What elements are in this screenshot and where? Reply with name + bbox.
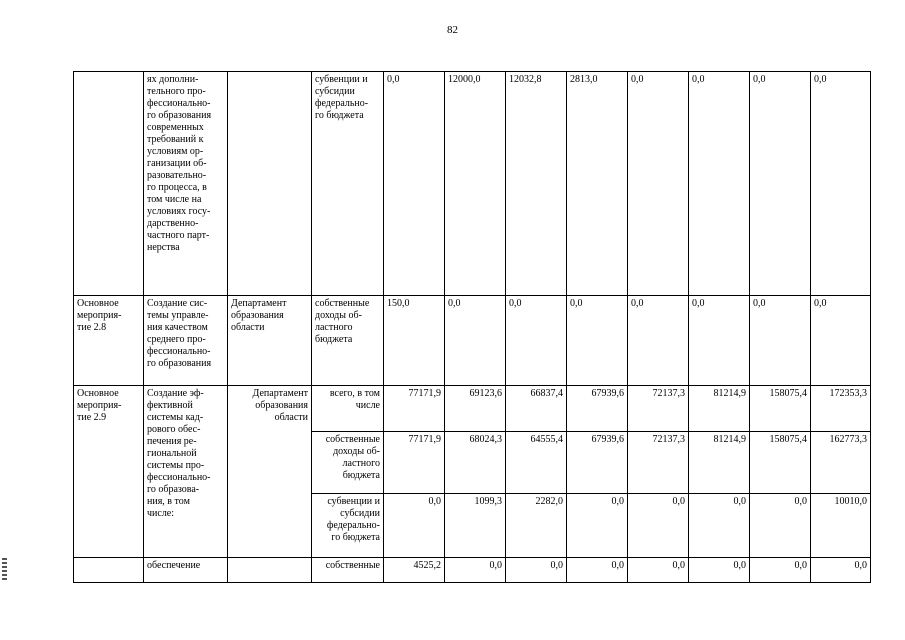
value-cell: 0,0 bbox=[750, 296, 811, 386]
value-cell: 72137,3 bbox=[628, 432, 689, 494]
value-cell: 0,0 bbox=[445, 558, 506, 583]
value-cell: 0,0 bbox=[628, 494, 689, 558]
page-number: 82 bbox=[447, 24, 458, 36]
department-cell bbox=[228, 72, 312, 296]
value-cell: 0,0 bbox=[689, 72, 750, 296]
value-cell: 1099,3 bbox=[445, 494, 506, 558]
department-cell: Департамент образования области bbox=[228, 296, 312, 386]
value-cell: 81214,9 bbox=[689, 386, 750, 432]
event-code-cell bbox=[74, 72, 144, 296]
funding-source-cell: субвенции и субсидии федерально- го бюджета bbox=[312, 494, 384, 558]
value-cell: 2813,0 bbox=[567, 72, 628, 296]
value-cell: 0,0 bbox=[567, 296, 628, 386]
value-cell: 66837,4 bbox=[506, 386, 567, 432]
value-cell: 0,0 bbox=[628, 72, 689, 296]
value-cell: 4525,2 bbox=[384, 558, 445, 583]
value-cell: 158075,4 bbox=[750, 432, 811, 494]
funding-source-cell: собственные bbox=[312, 558, 384, 583]
table-row bbox=[74, 72, 871, 296]
value-cell: 162773,3 bbox=[811, 432, 871, 494]
funding-source-cell: субвенции и субсидии федерально- го бюджета bbox=[312, 72, 384, 296]
value-cell: 0,0 bbox=[811, 72, 871, 296]
table-row bbox=[74, 296, 871, 386]
value-cell: 67939,6 bbox=[567, 432, 628, 494]
value-cell: 10010,0 bbox=[811, 494, 871, 558]
department-cell: Департамент образования области bbox=[228, 386, 312, 558]
value-cell: 0,0 bbox=[689, 494, 750, 558]
funding-source-cell: собственные доходы об- ластного бюджета bbox=[312, 432, 384, 494]
value-cell: 2282,0 bbox=[506, 494, 567, 558]
value-cell: 0,0 bbox=[445, 296, 506, 386]
value-cell: 0,0 bbox=[750, 558, 811, 583]
value-cell: 0,0 bbox=[506, 558, 567, 583]
value-cell: 0,0 bbox=[750, 72, 811, 296]
value-cell: 172353,3 bbox=[811, 386, 871, 432]
event-code-cell: Основное мероприя- тие 2.9 bbox=[74, 386, 144, 558]
event-name-cell: Создание эф- фективной системы кад- рового обес- печения ре- гиональной системы про- фессионально- го образова- ния, в том числе: bbox=[144, 386, 228, 558]
value-cell: 0,0 bbox=[689, 296, 750, 386]
value-cell: 64555,4 bbox=[506, 432, 567, 494]
value-cell: 0,0 bbox=[384, 72, 445, 296]
value-cell: 0,0 bbox=[384, 494, 445, 558]
value-cell: 0,0 bbox=[567, 494, 628, 558]
funding-source-cell: всего, в том числе bbox=[312, 386, 384, 432]
value-cell: 72137,3 bbox=[628, 386, 689, 432]
event-name-cell: ях дополни- тельного про- фессионально- го образования современных требований к условиям ор- ганизации об- разовательно- го процесса, в том числе на условиях госу- дарственно- частного парт- нерства bbox=[144, 72, 228, 296]
value-cell: 0,0 bbox=[506, 296, 567, 386]
department-cell bbox=[228, 558, 312, 583]
value-cell: 12032,8 bbox=[506, 72, 567, 296]
funding-source-cell: собственные доходы об- ластного бюджета bbox=[312, 296, 384, 386]
value-cell: 68024,3 bbox=[445, 432, 506, 494]
table-row bbox=[74, 558, 871, 583]
event-name-cell: обеспечение bbox=[144, 558, 228, 583]
value-cell: 81214,9 bbox=[689, 432, 750, 494]
value-cell: 77171,9 bbox=[384, 432, 445, 494]
event-code-cell bbox=[74, 558, 144, 583]
scan-edge-mark bbox=[2, 558, 7, 582]
value-cell: 0,0 bbox=[628, 558, 689, 583]
value-cell: 158075,4 bbox=[750, 386, 811, 432]
value-cell: 67939,6 bbox=[567, 386, 628, 432]
value-cell: 150,0 bbox=[384, 296, 445, 386]
event-code-cell: Основное мероприя- тие 2.8 bbox=[74, 296, 144, 386]
event-name-cell: Создание сис- темы управле- ния качеством среднего про- фессионально- го образования bbox=[144, 296, 228, 386]
value-cell: 0,0 bbox=[750, 494, 811, 558]
value-cell: 77171,9 bbox=[384, 386, 445, 432]
value-cell: 12000,0 bbox=[445, 72, 506, 296]
value-cell: 0,0 bbox=[628, 296, 689, 386]
value-cell: 0,0 bbox=[811, 296, 871, 386]
budget-table bbox=[73, 71, 871, 583]
value-cell: 0,0 bbox=[811, 558, 871, 583]
value-cell: 69123,6 bbox=[445, 386, 506, 432]
value-cell: 0,0 bbox=[567, 558, 628, 583]
value-cell: 0,0 bbox=[689, 558, 750, 583]
table-row bbox=[74, 386, 871, 432]
